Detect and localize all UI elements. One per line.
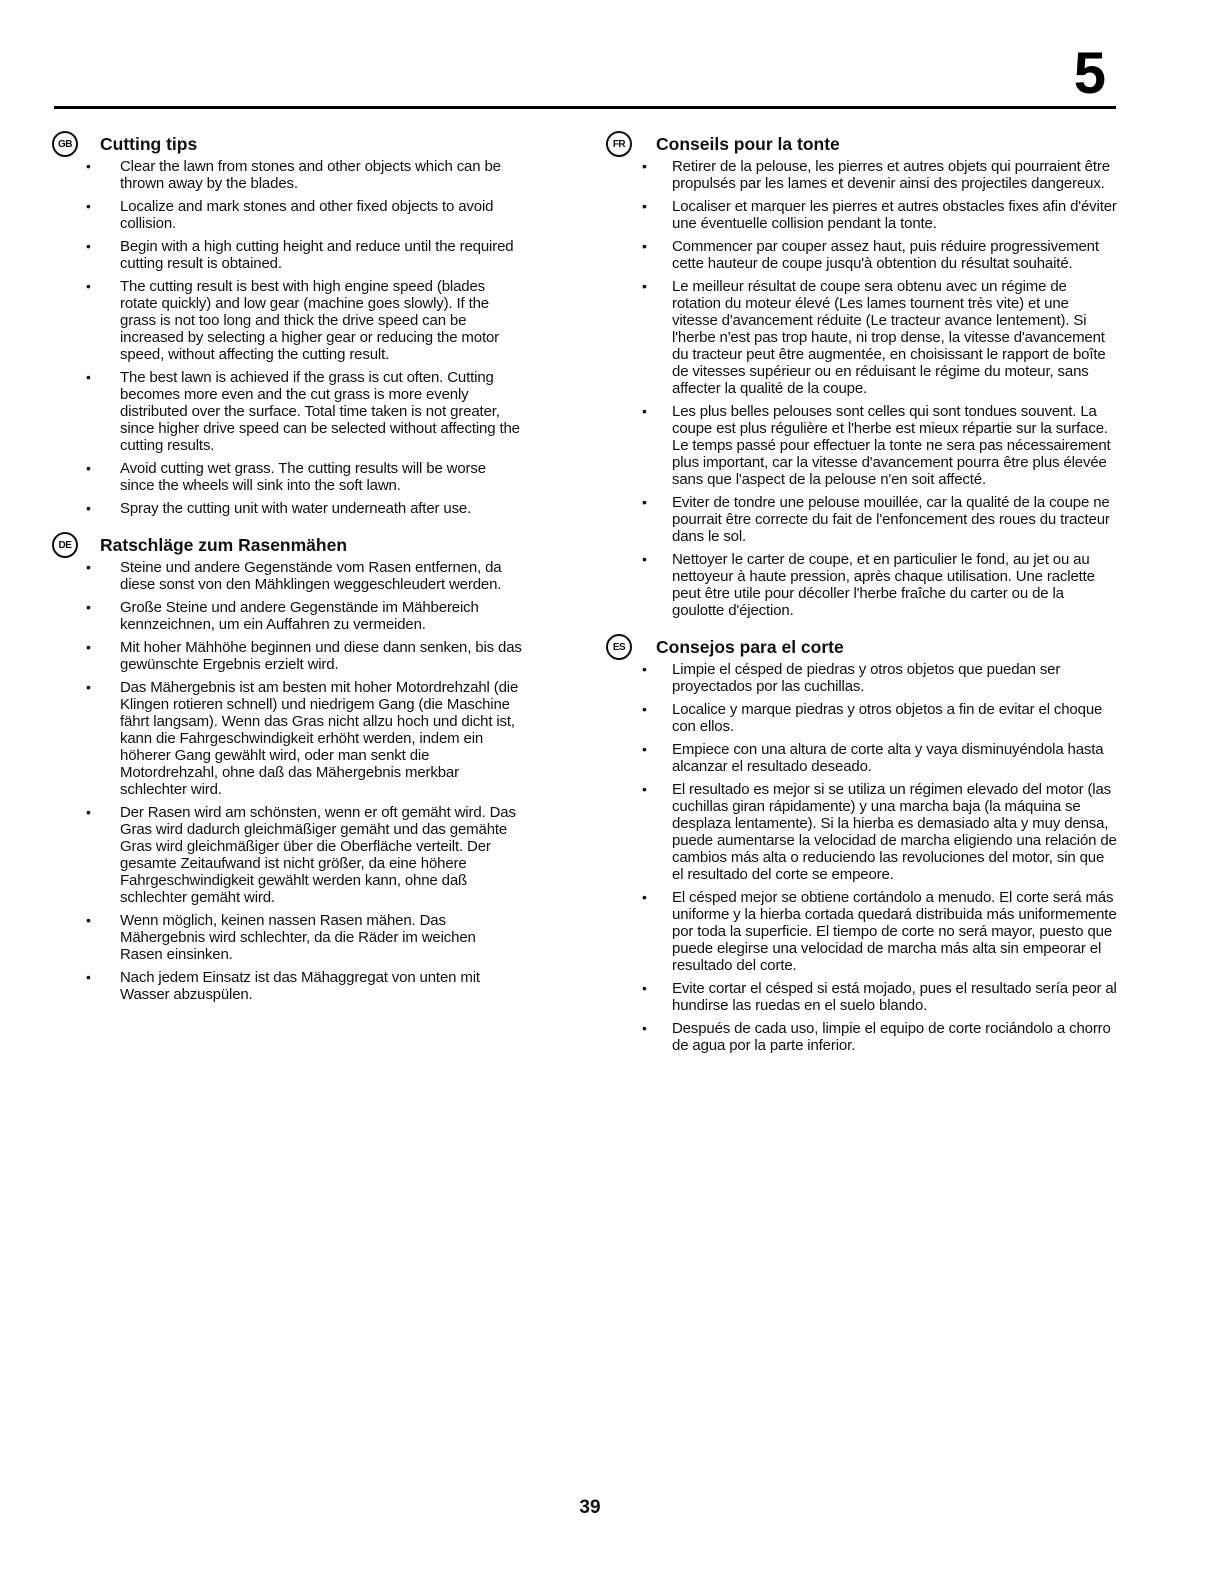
list-item: • Localize and mark stones and other fixed objects to avoid collision. bbox=[52, 198, 522, 232]
page-number: 39 bbox=[579, 1497, 601, 1518]
section-title: Conseils pour la tonte bbox=[656, 133, 840, 154]
section-es bbox=[606, 633, 1118, 1054]
section-gb bbox=[52, 130, 522, 517]
list-item: • Localice y marque piedras y otros objetos a fin de evitar el choque con ellos. bbox=[606, 701, 1118, 735]
section-header bbox=[606, 130, 1118, 158]
tips-list bbox=[52, 559, 522, 1003]
list-item: • Eviter de tondre une pelouse mouillée, car la qualité de la coupe ne pourrait être correcte du fait de l'enfoncement des roues du tracteur dans le sol. bbox=[606, 494, 1118, 545]
section-header bbox=[52, 531, 522, 559]
tips-list bbox=[606, 661, 1118, 1054]
left-column bbox=[52, 130, 522, 1017]
list-item: • Spray the cutting unit with water underneath after use. bbox=[52, 500, 522, 517]
list-item: • Localiser et marquer les pierres et autres obstacles fixes afin d'éviter une éventuelle collision pendant la tonte. bbox=[606, 198, 1118, 232]
chapter-number: 5 bbox=[1073, 41, 1106, 106]
right-column bbox=[606, 130, 1118, 1068]
list-item: • Avoid cutting wet grass. The cutting results will be worse since the wheels will sink into the soft lawn. bbox=[52, 460, 522, 494]
list-item: • Begin with a high cutting height and reduce until the required cutting result is obtained. bbox=[52, 238, 522, 272]
list-item: • Limpie el césped de piedras y otros objetos que puedan ser proyectados por las cuchillas. bbox=[606, 661, 1118, 695]
section-header bbox=[606, 633, 1118, 661]
list-item: • Mit hoher Mähhöhe beginnen und diese dann senken, bis das gewünschte Ergebnis erzielt wird. bbox=[52, 639, 522, 673]
list-item: • El césped mejor se obtiene cortándolo a menudo. El corte será más uniforme y la hierba cortada quedará distribuida más uniformemente por toda la superficie. El tiempo de corte no será mayor, puesto que puede elegirse una velocidad de marcha más alta sin empeorar el resultado del corte. bbox=[606, 889, 1118, 974]
section-fr bbox=[606, 130, 1118, 619]
list-item: • Le meilleur résultat de coupe sera obtenu avec un régime de rotation du moteur élevé (Les lames tournent très vite) et une vitesse d'avancement réduite (Le tracteur avance lentement). Si l'herbe n'est pas trop haute, ni trop dense, la vitesse d'avancement du tracteur peut être augmentée, en choisissant le rapport de boîte de vitesses supérieur ou en réduisant le régime du moteur, sans affecter la qualité de la coupe. bbox=[606, 278, 1118, 397]
list-item: • Das Mähergebnis ist am besten mit hoher Motordrehzahl (die Klingen rotieren schnell) und niedrigem Gang (die Maschine fährt langsam). Wenn das Gras nicht allzu hoch und dicht ist, kann die Fahrgeschwindigkeit erhöht werden, indem ein höherer Gang gewählt wird, oder man senkt die Motordrehzahl, ohne daß das Mähergebnis merkbar schlechter wird. bbox=[52, 679, 522, 798]
list-item: • Después de cada uso, limpie el equipo de corte rociándolo a chorro de agua por la parte inferior. bbox=[606, 1020, 1118, 1054]
list-item: • Große Steine und andere Gegenstände im Mähbereich kennzeichnen, um ein Auffahren zu vermeiden. bbox=[52, 599, 522, 633]
section-de bbox=[52, 531, 522, 1003]
section-header bbox=[52, 130, 522, 158]
list-item: • El resultado es mejor si se utiliza un régimen elevado del motor (las cuchillas giran rápidamente) y una marcha baja (la máquina se desplaza lentamente). Si la hierba es demasiado alta y muy densa, puede aumentarse la velocidad de marcha eligiendo una relación de cambios más alta o reduciendo las revoluciones del motor, sin que el resultado del corte se empeore. bbox=[606, 781, 1118, 883]
language-badge-icon: FR bbox=[606, 131, 632, 157]
list-item: • The best lawn is achieved if the grass is cut often. Cutting becomes more even and the cut grass is more evenly distributed over the surface. Total time taken is not greater, since higher drive speed can be selected without affecting the cutting results. bbox=[52, 369, 522, 454]
header-rule bbox=[54, 106, 1116, 109]
language-badge-icon: GB bbox=[52, 131, 78, 157]
list-item: • Retirer de la pelouse, les pierres et autres objets qui pourraient être propulsés par les lames et devenir ainsi des projectiles dangereux. bbox=[606, 158, 1118, 192]
language-badge-icon: ES bbox=[606, 634, 632, 660]
section-title: Cutting tips bbox=[100, 133, 198, 154]
list-item: • Steine und andere Gegenstände vom Rasen entfernen, da diese sonst von den Mähklingen weggeschleudert werden. bbox=[52, 559, 522, 593]
list-item: • Evite cortar el césped si está mojado, pues el resultado sería peor al hundirse las ruedas en el suelo blando. bbox=[606, 980, 1118, 1014]
list-item: • Clear the lawn from stones and other objects which can be thrown away by the blades. bbox=[52, 158, 522, 192]
list-item: • Der Rasen wird am schönsten, wenn er oft gemäht wird. Das Gras wird dadurch gleichmäßiger gemäht und das gemähte Gras wird gleichmäßiger über die Oberfläche verteilt. Der gesamte Zeitaufwand ist nicht größer, da eine höhere Fahrgeschwindigkeit gewählt werden kann, ohne daß schlechter gemäht wird. bbox=[52, 804, 522, 906]
list-item: • Commencer par couper assez haut, puis réduire progressivement cette hauteur de coupe jusqu'à obtention du résultat souhaité. bbox=[606, 238, 1118, 272]
tips-list bbox=[606, 158, 1118, 619]
section-title: Consejos para el corte bbox=[656, 636, 844, 657]
list-item: • Empiece con una altura de corte alta y vaya disminuyéndola hasta alcanzar el resultado deseado. bbox=[606, 741, 1118, 775]
list-item: • The cutting result is best with high engine speed (blades rotate quickly) and low gear (machine goes slowly). If the grass is not too long and thick the drive speed can be increased by selecting a higher gear or reducing the motor speed, without affecting the cutting result. bbox=[52, 278, 522, 363]
list-item: • Nach jedem Einsatz ist das Mähaggregat von unten mit Wasser abzuspülen. bbox=[52, 969, 522, 1003]
list-item: • Les plus belles pelouses sont celles qui sont tondues souvent. La coupe est plus régulière et l'herbe est mieux répartie sur la surface. Le temps passé pour effectuer la tonte ne sera pas nécessairement plus important, car la vitesse d'avancement pourra être plus élevée sans que l'aspect de la pelouse n'en soit affecté. bbox=[606, 403, 1118, 488]
list-item: • Wenn möglich, keinen nassen Rasen mähen. Das Mähergebnis wird schlechter, da die Räder im weichen Rasen einsinken. bbox=[52, 912, 522, 963]
section-title: Ratschläge zum Rasenmähen bbox=[100, 534, 348, 555]
language-badge-icon: DE bbox=[52, 532, 78, 558]
tips-list bbox=[52, 158, 522, 517]
list-item: • Nettoyer le carter de coupe, et en particulier le fond, au jet ou au nettoyeur à haute pression, après chaque utilisation. Une raclette peut être utile pour décoller l'herbe fraîche du carter ou de la goulotte d'éjection. bbox=[606, 551, 1118, 619]
